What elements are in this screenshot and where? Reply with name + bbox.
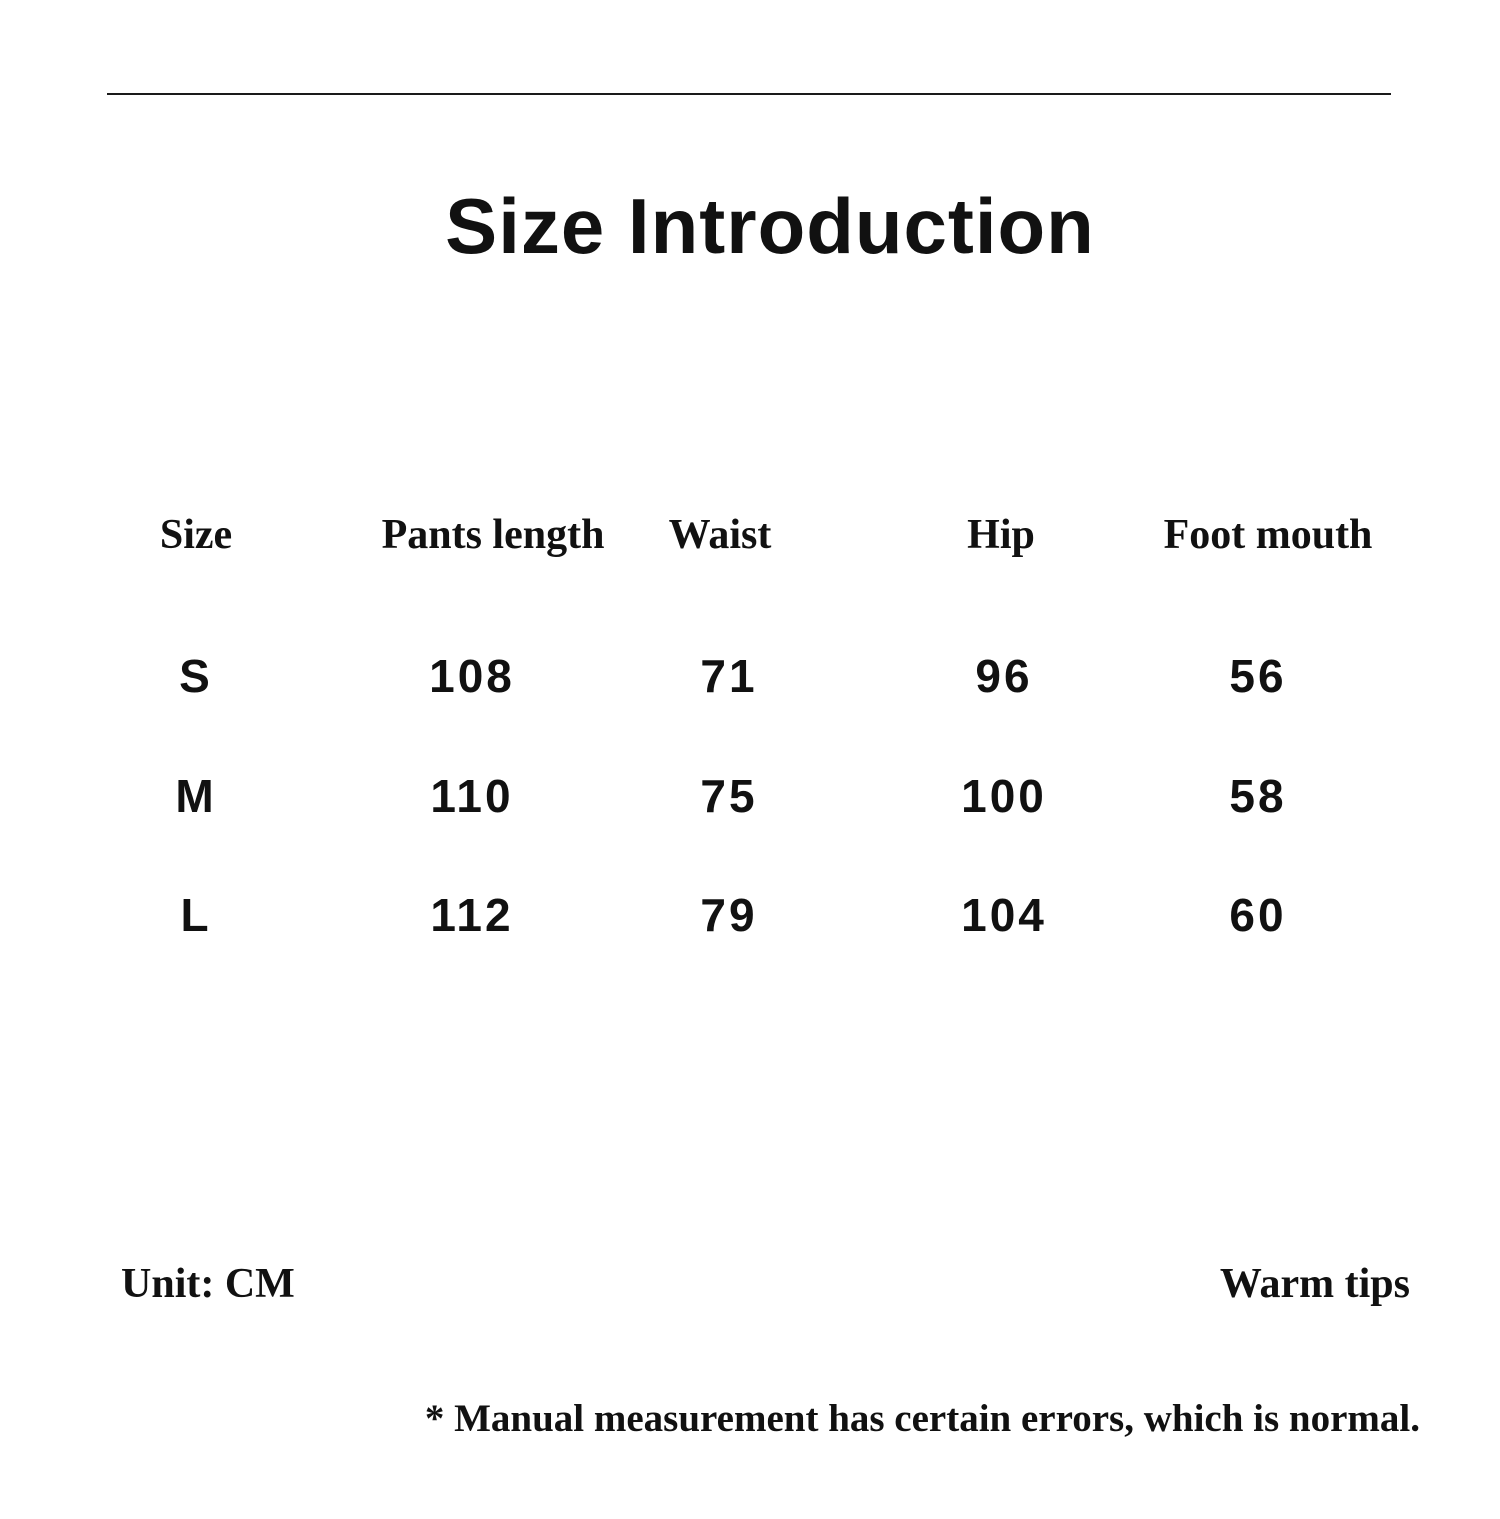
header-hip: Hip xyxy=(967,512,1035,558)
cell-size: S xyxy=(179,650,213,702)
cell-waist: 75 xyxy=(700,770,758,822)
measurement-note: * Manual measurement has certain errors, which is normal. xyxy=(424,1397,1420,1440)
header-pants-length: Pants length xyxy=(381,512,605,558)
cell-foot-mouth: 58 xyxy=(1229,770,1287,822)
cell-foot-mouth: 56 xyxy=(1229,650,1287,702)
cell-hip: 104 xyxy=(961,889,1047,941)
cell-pants-length: 110 xyxy=(430,770,514,822)
warm-tips-label: Warm tips xyxy=(1219,1261,1410,1307)
cell-pants-length: 108 xyxy=(429,650,515,702)
cell-hip: 96 xyxy=(975,650,1033,702)
page-title: Size Introduction xyxy=(445,182,1095,270)
cell-pants-length: 112 xyxy=(430,889,514,941)
cell-waist: 79 xyxy=(700,889,758,941)
header-foot-mouth: Foot mouth xyxy=(1163,512,1373,558)
cell-size: M xyxy=(175,770,217,822)
cell-size: L xyxy=(180,889,212,941)
header-size: Size xyxy=(159,512,233,558)
cell-hip: 100 xyxy=(961,770,1047,822)
unit-label: Unit: CM xyxy=(121,1261,295,1307)
header-waist: Waist xyxy=(668,512,772,558)
cell-waist: 71 xyxy=(700,650,758,702)
cell-foot-mouth: 60 xyxy=(1229,889,1287,941)
top-divider xyxy=(107,93,1391,95)
